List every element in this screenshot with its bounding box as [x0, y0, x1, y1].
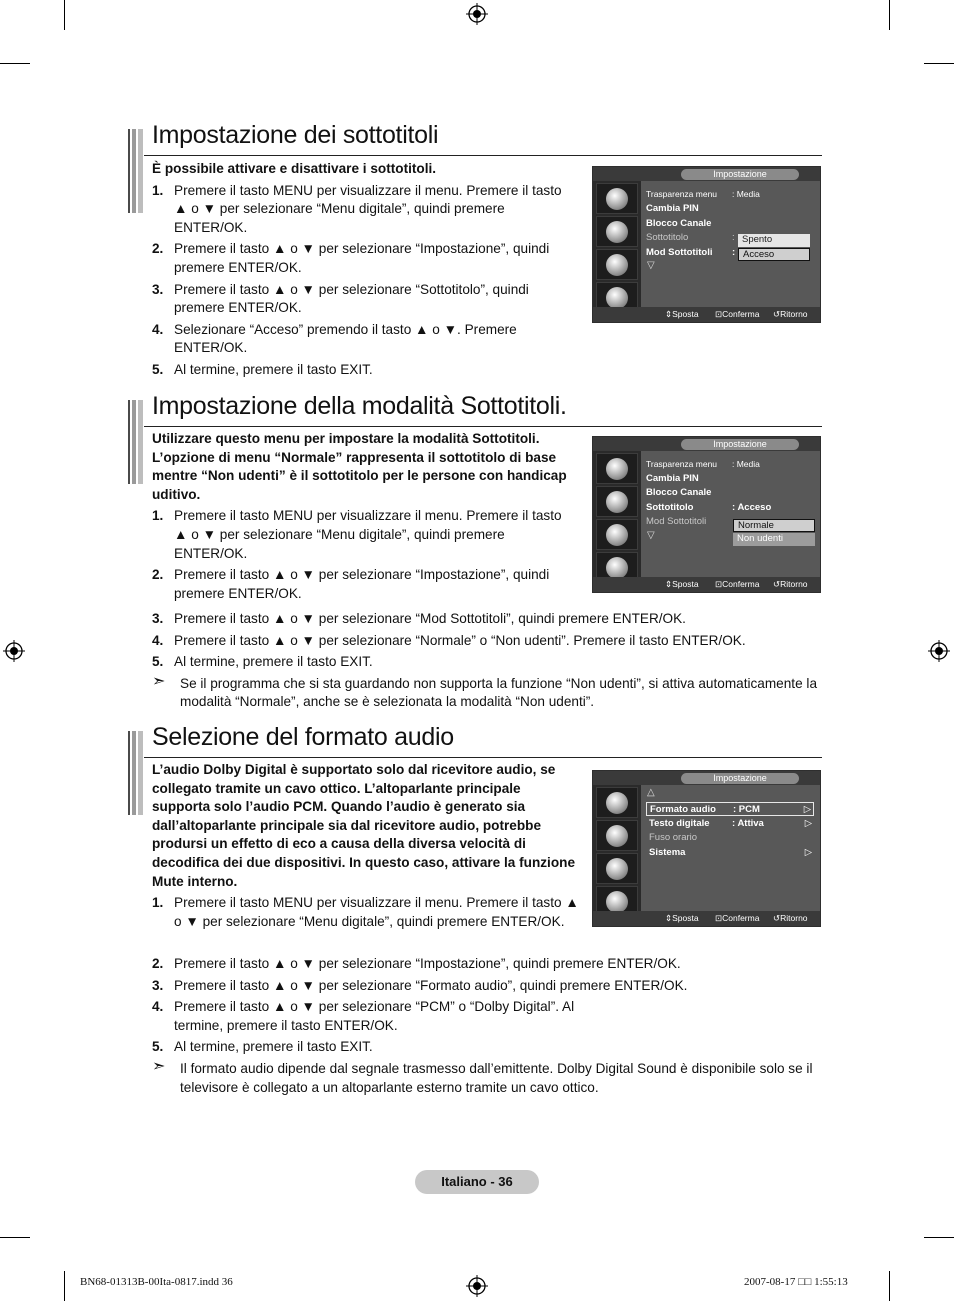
menu-item: Sistema ▷ [649, 847, 812, 858]
sound-icon [596, 216, 638, 247]
crop-mark [0, 63, 30, 64]
menu-footer: ⇕ Sposta ⊡ Conferma ↺ Ritorno [593, 307, 820, 322]
menu-footer: ⇕ Sposta ⊡ Conferma ↺ Ritorno [593, 911, 820, 926]
note-arrow-icon: ➣ [152, 672, 166, 690]
step-item: 1. Premere il tasto MENU per visualizzare il menu. Premere il tasto ▲ o ▼ per selezionare “Menu digitale”, quindi premere ENTER/OK. [152, 508, 562, 561]
popup-option: Spento [738, 234, 810, 247]
crop-mark [0, 1237, 30, 1238]
menu-icon-column [593, 181, 641, 307]
popup-option-selected: Acceso [738, 248, 810, 261]
sound-icon [596, 486, 638, 517]
sound-icon [596, 820, 638, 851]
picture-icon [596, 183, 638, 214]
step-item: 4. Premere il tasto ▲ o ▼ per selezionare “Normale” o “Non udenti”. Premere il tasto ENTER/OK. [152, 632, 746, 648]
menu-item: Blocco Canale [646, 487, 712, 498]
step-item: 2. Premere il tasto ▲ o ▼ per selezionare “Impostazione”, quindi premere ENTER/OK. [152, 567, 550, 601]
registration-mark-icon [466, 3, 488, 25]
step-item: 2. Premere il tasto ▲ o ▼ per selezionare “Impostazione”, quindi premere ENTER/OK. [152, 956, 681, 971]
section-divider [144, 155, 822, 156]
menu-header: Impostazione [593, 437, 820, 451]
popup-option: Non udenti [733, 533, 815, 546]
steps-list [152, 894, 582, 931]
step-item: 4. Selezionare “Acceso” premendo il tasto ▲ o ▼. Premere ENTER/OK. [152, 321, 517, 356]
registration-mark-icon [928, 640, 950, 662]
crop-mark [64, 1271, 65, 1301]
step-item: 5. Al termine, premere il tasto EXIT. [152, 361, 373, 377]
popup-option-selected: Normale [733, 519, 815, 532]
section-body [152, 160, 577, 380]
section-divider [144, 757, 822, 758]
channel-icon [596, 249, 638, 280]
step-item: 3. Premere il tasto ▲ o ▼ per selezionare “Formato audio”, quindi premere ENTER/OK. [152, 977, 688, 993]
scroll-up-icon: △ [647, 787, 655, 798]
section-marker [128, 129, 144, 213]
note: ➣ Se il programma che si sta guardando non supporta la funzione “Non udenti”, si attiva automaticamente la modalità “Normale”, anche se è selezionata la modalità “Non udenti”. [152, 672, 818, 710]
section-intro: È possibile attivare e disattivare i sottotitoli. [152, 161, 437, 176]
menu-item: Sottotitolo : [646, 232, 735, 243]
menu-item: Cambia PIN [646, 203, 699, 214]
channel-icon [596, 519, 638, 550]
menu-item: Cambia PIN [646, 473, 699, 484]
crop-mark [924, 1237, 954, 1238]
menu-footer: ⇕ Sposta ⊡ Conferma ↺ Ritorno [593, 577, 820, 592]
tv-menu-screenshot [592, 436, 821, 593]
section-title: Selezione del formato audio [152, 723, 454, 751]
note: ➣ Il formato audio dipende dal segnale trasmesso dall’emittente. Dolby Digital Sound è disponibile solo se il televisore è collegato a un altoparlante esterno tramite un cavo ottico. [152, 1057, 813, 1095]
menu-icon-column [593, 785, 641, 911]
crop-mark [64, 0, 65, 30]
crop-mark [924, 63, 954, 64]
step-item: 5. Al termine, premere il tasto EXIT. [152, 654, 373, 670]
menu-item: Testo digitale : Attiva ▷ [649, 818, 812, 829]
menu-item: Mod Sottotitoli : [646, 247, 736, 258]
submenu-arrow-icon: ▷ [804, 847, 812, 858]
section-body [152, 430, 577, 603]
section-body-wide [152, 952, 822, 1097]
steps-list [152, 182, 577, 380]
menu-item: Sottotitolo : Acceso [646, 502, 772, 513]
print-file-name: BN68-01313B-00Ita-0817.indd 36 [80, 1276, 233, 1288]
section-intro: Utilizzare questo menu per impostare la modalità Sottotitoli. L’opzione di menu “Normale” rappresenta il sottotitolo di base mentre “Non udenti” è il sottotitolo per le persone con handicap uditivo. [152, 431, 567, 502]
step-item: 3. Premere il tasto ▲ o ▼ per selezionare “Mod Sottotitoli”, quindi premere ENTER/OK. [152, 611, 686, 626]
note-arrow-icon: ➣ [152, 1057, 166, 1075]
menu-item-selected: Formato audio : PCM ▷ [646, 802, 814, 816]
section-marker [128, 731, 144, 815]
scroll-down-icon: ▽ [647, 260, 655, 271]
scroll-down-icon: ▽ [647, 530, 655, 541]
section-body [152, 761, 582, 931]
crop-mark [889, 0, 890, 30]
steps-list [152, 955, 822, 1057]
menu-icon-column [593, 451, 641, 577]
registration-mark-icon [3, 640, 25, 662]
section-title: Impostazione dei sottotitoli [152, 121, 439, 149]
menu-list [641, 181, 820, 307]
step-item: 3. Premere il tasto ▲ o ▼ per selezionare “Sottotitolo”, quindi premere ENTER/OK. [152, 281, 529, 316]
step-item: 5. Al termine, premere il tasto EXIT. [152, 1039, 373, 1055]
menu-item: Blocco Canale [646, 218, 712, 229]
step-item: 1. Premere il tasto MENU per visualizzare il menu. Premere il tasto ▲ o ▼ per selezionare “Menu digitale”, quindi premere ENTER/OK. [152, 895, 579, 929]
menu-item: Trasparenza menu : Media [646, 189, 760, 199]
tv-menu-screenshot [592, 770, 821, 927]
section-title: Impostazione della modalità Sottotitoli. [152, 392, 567, 420]
step-item: 4. Premere il tasto ▲ o ▼ per selezionare “PCM” o “Dolby Digital”. Al termine, premere il tasto ENTER/OK. [152, 999, 575, 1033]
menu-header: Impostazione [593, 771, 820, 785]
page-number: Italiano - 36 [415, 1170, 539, 1194]
section-marker [128, 400, 144, 484]
print-timestamp: 2007-08-17 □□ 1:55:13 [744, 1276, 848, 1288]
menu-item: Fuso orario [649, 832, 698, 843]
steps-list [152, 610, 822, 672]
steps-list [152, 507, 577, 603]
section-body-wide [152, 607, 822, 712]
channel-icon [596, 853, 638, 884]
step-item: 2. Premere il tasto ▲ o ▼ per selezionare “Impostazione”, quindi premere ENTER/OK. [152, 241, 550, 275]
tv-menu-screenshot [592, 166, 821, 323]
submenu-arrow-icon: ▷ [804, 818, 812, 829]
picture-icon [596, 787, 638, 818]
section-divider [144, 426, 822, 427]
menu-list [641, 451, 820, 577]
step-item: 1. Premere il tasto MENU per visualizzare il menu. Premere il tasto ▲ o ▼ per selezionare “Menu digitale”, quindi premere ENTER/OK. [152, 182, 562, 235]
menu-list [641, 785, 820, 911]
menu-item: Mod Sottotitoli [646, 516, 707, 527]
section-intro: L’audio Dolby Digital è supportato solo dal ricevitore audio, se collegato tramite un cavo ottico. L’altoparlante principale supporta solo l’audio PCM. Quando l’audio è generato sia dall’altoparlante principale sia dal ricevitore audio, potrebbe prodursi un effetto di eco a causa della diversa velocità di decodifica dei due dispositivi. In questo caso, attivare la funzione Mute interno. [152, 762, 576, 889]
registration-mark-icon [466, 1275, 488, 1297]
menu-item: Trasparenza menu : Media [646, 459, 760, 469]
menu-header: Impostazione [593, 167, 820, 181]
picture-icon [596, 453, 638, 484]
submenu-arrow-icon: ▷ [803, 804, 811, 815]
crop-mark [889, 1271, 890, 1301]
